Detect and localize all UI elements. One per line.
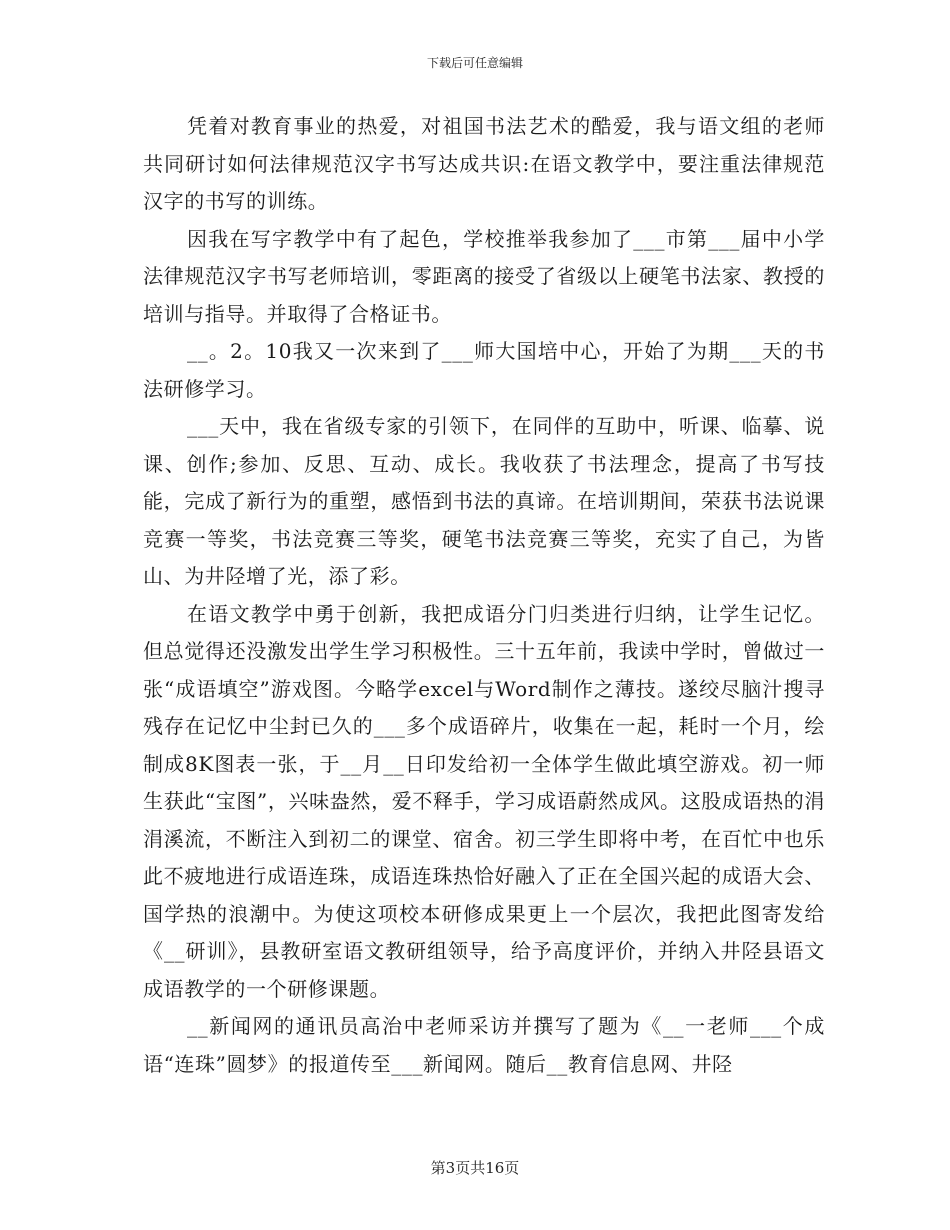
paragraph-5: 在语文教学中勇于创新，我把成语分门归类进行归纳，让学生记忆。但总觉得还没激发出学生学习积极性。三十五年前，我读中学时，曾做过一张“成语填空”游戏图。今略学excel与Word制作之薄技。遂绞尽脑汁搜寻残存在记忆中尘封已久的___多个成语碎片，收集在一起，耗时一个月，绘制成8K图表一张，于__月__日印发给初一全体学生做此填空游戏。初一师生获此“宝图”，兴味盎然，爱不释手，学习成语蔚然成风。这股成语热的涓涓溪流，不断注入到初二的课堂、宿舍。初三学生即将中考，在百忙中也乐此不疲地进行成语连珠，成语连珠热恰好融入了正在全国兴起的成语大会、国学热的浪潮中。为使这项校本研修成果更上一个层次，我把此图寄发给《__研训》，县教研室语文教研组领导，给予高度评价，并纳入井陉县语文成语教学的一个研修课题。 (143, 601, 825, 1001)
page-header: 下载后可任意编辑 (426, 56, 523, 70)
page-footer: 第3页共16页 (430, 1159, 520, 1177)
paragraph-6: __新闻网的通讯员高治中老师采访并撰写了题为《__一老师___个成语“连珠”圆梦》的报道传至___新闻网。随后__教育信息网、井陉 (143, 1014, 825, 1076)
paragraph-2: 因我在写字教学中有了起色，学校推举我参加了___市第___届中小学法律规范汉字书写老师培训，零距离的接受了省级以上硬笔书法家、教授的培训与指导。并取得了合格证书。 (143, 226, 825, 326)
paragraph-1: 凭着对教育事业的热爱，对祖国书法艺术的酷爱，我与语文组的老师共同研讨如何法律规范汉字书写达成共识:在语文教学中，要注重法律规范汉字的书写的训练。 (143, 114, 825, 213)
paragraph-4: ___天中，我在省级专家的引领下，在同伴的互助中，听课、临摹、说课、创作;参加、反思、互动、成长。我收获了书法理念，提高了书写技能，完成了新行为的重塑，感悟到书法的真谛。在培训期间，荣获书法说课竞赛一等奖，书法竞赛三等奖，硬笔书法竞赛三等奖，充实了自己，为皆山、为井陉增了光，添了彩。 (143, 414, 825, 588)
paragraph-3: __。2。10我又一次来到了___师大国培中心，开始了为期___天的书法研修学习。 (143, 339, 825, 401)
document-body (143, 108, 825, 1083)
